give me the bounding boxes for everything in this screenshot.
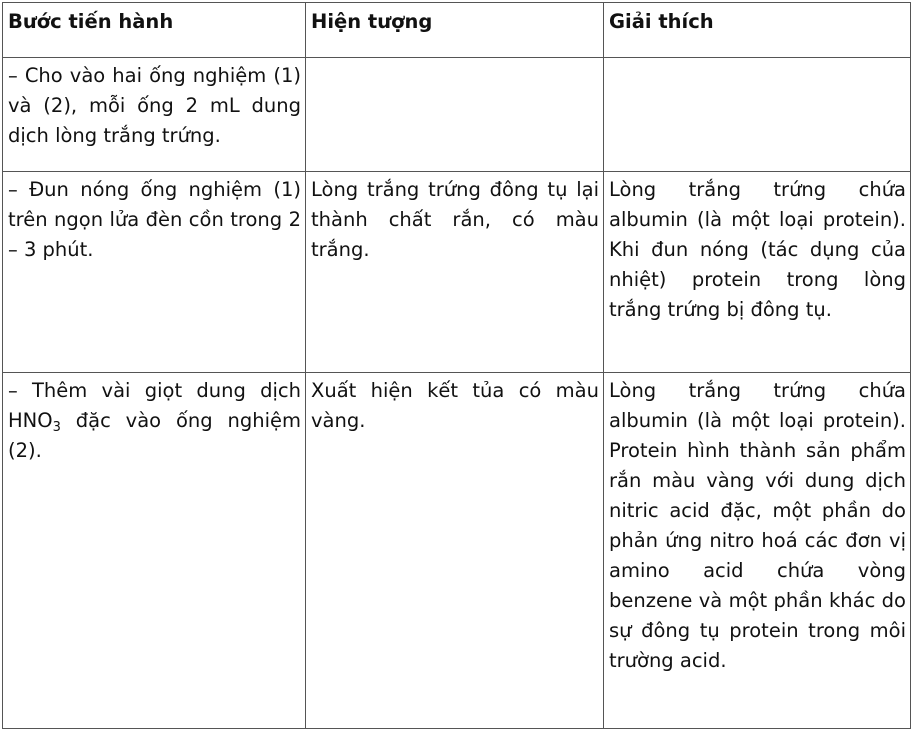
table-row	[3, 172, 911, 373]
table-row	[3, 58, 911, 172]
explanation-cell: Lòng trắng trứng chứa albumin (là một loại protein). Khi đun nóng (tác dụng của nhiệt) protein trong lòng trắng trứng bị đông tụ.	[604, 172, 911, 373]
step-cell: – Đun nóng ống nghiệm (1) trên ngọn lửa đèn cồn trong 2 – 3 phút.	[3, 172, 306, 373]
header-explanation: Giải thích	[604, 3, 911, 58]
step-cell	[3, 373, 306, 729]
header-phenomenon: Hiện tượng	[306, 3, 604, 58]
step-text-after: đặc vào ống nghiệm (2).	[8, 409, 301, 462]
phenomenon-cell: Lòng trắng trứng đông tụ lại thành chất rắn, có màu trắng.	[306, 172, 604, 373]
explanation-cell: Lòng trắng trứng chứa albumin (là một loại protein). Protein hình thành sản phẩm rắn màu vàng với dung dịch nitric acid đặc, một phần do phản ứng nitro hoá các đơn vị amino acid chứa vòng benzene và một phần khác do sự đông tụ protein trong môi trường acid.	[604, 373, 911, 729]
step-text-before: – Thêm vài giọt dung dịch HNO	[8, 379, 301, 432]
step-cell: – Cho vào hai ống nghiệm (1) và (2), mỗi ống 2 mL dung dịch lòng trắng trứng.	[3, 58, 306, 172]
phenomenon-cell: Xuất hiện kết tủa có màu vàng.	[306, 373, 604, 729]
table-row	[3, 373, 911, 729]
explanation-cell	[604, 58, 911, 172]
formula-subscript: 3	[52, 420, 61, 435]
table-header-row	[3, 3, 911, 58]
header-step: Bước tiến hành	[3, 3, 306, 58]
experiment-table	[2, 2, 911, 729]
phenomenon-cell	[306, 58, 604, 172]
